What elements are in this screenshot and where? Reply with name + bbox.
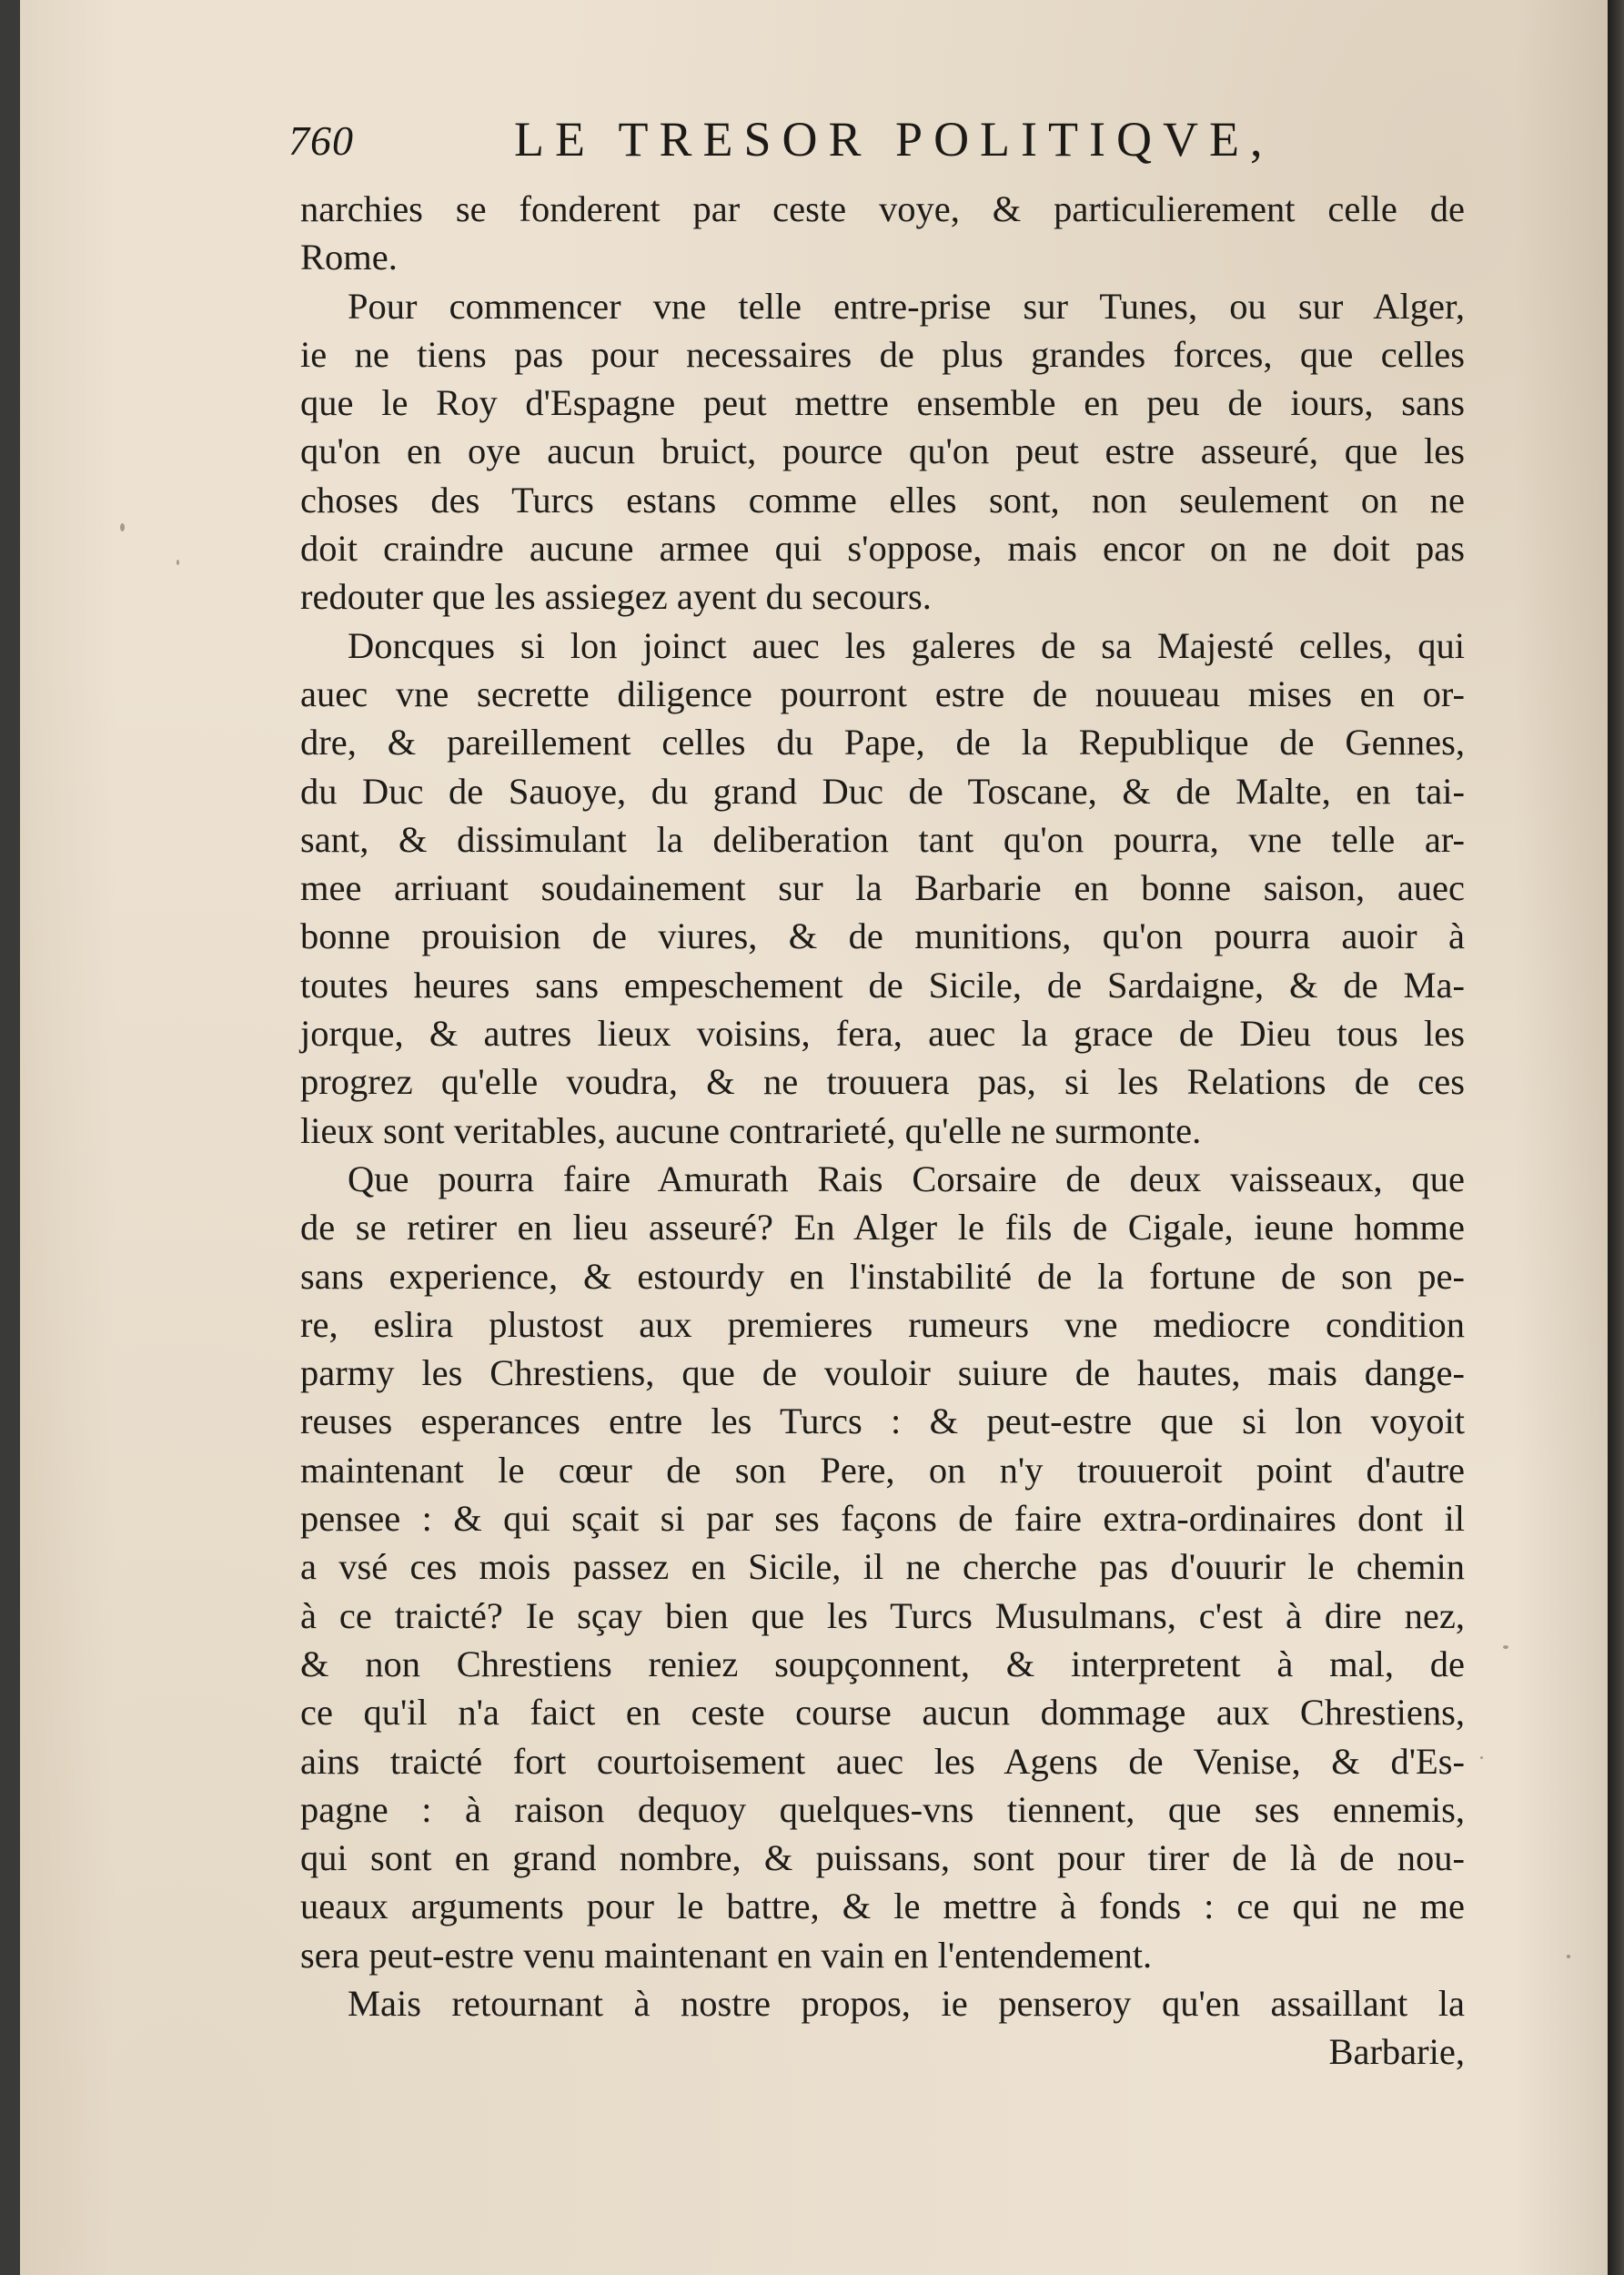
text-line: sera peut-estre venu maintenant en vain en l'entendement.	[300, 1934, 1153, 1976]
text-line: auec vne secrette diligence pourront estre de nouueau mises en or-	[300, 672, 1465, 714]
text-line: Doncques si lon joinct auec les galeres de sa Majesté celles, qui	[348, 624, 1465, 666]
text-line: dre, & pareillement celles du Pape, de la Republique de Gennes,	[300, 722, 1465, 763]
text-line: ueaux arguments pour le battre, & le mettre à fonds : ce qui ne me	[300, 1886, 1465, 1927]
text-line: qui sont en grand nombre, & puissans, sont pour tirer de là de nou-	[300, 1837, 1465, 1879]
text-line: Mais retournant à nostre propos, ie penseroy qu'en assaillant la	[348, 1982, 1465, 2024]
text-line: lieux sont veritables, aucune contrarieté, qu'elle ne surmonte.	[300, 1109, 1202, 1151]
paper-speck	[1503, 1645, 1508, 1649]
text-line: choses des Turcs estans comme elles sont, non seulement on ne	[300, 479, 1465, 521]
text-line: pagne : à raison dequoy quelques-vns tiennent, que ses ennemis,	[300, 1788, 1465, 1830]
text-line: qu'on en oye aucun bruict, pource qu'on peut estre asseuré, que les	[300, 430, 1465, 472]
paper-speck	[120, 523, 125, 531]
text-line: ains traicté fort courtoisement auec les Agens de Venise, & d'Es-	[300, 1740, 1465, 1782]
text-line: que le Roy d'Espagne peut mettre ensemble en peu de iours, sans	[300, 382, 1465, 424]
paper-speck	[1480, 1756, 1483, 1759]
text-line: narchies se fonderent par ceste voye, & particulierement celle de	[300, 188, 1465, 229]
text-line: ie ne tiens pas pour necessaires de plus grandes forces, que celles	[300, 333, 1465, 375]
text-line: maintenant le cœur de son Pere, on n'y trouueroit point d'autre	[300, 1449, 1465, 1491]
text-line: progrez qu'elle voudra, & ne trouuera pas, si les Relations de ces	[300, 1061, 1465, 1103]
body-text	[300, 185, 1465, 2077]
text-line: reuses esperances entre les Turcs : & peut-estre que si lon voyoit	[300, 1400, 1465, 1442]
text-line: doit craindre aucune armee qui s'oppose, mais encor on ne doit pas	[300, 528, 1465, 570]
text-line: Pour commencer vne telle entre-prise sur Tunes, ou sur Alger,	[348, 285, 1465, 327]
text-line: bonne prouision de viures, & de munitions, qu'on pourra auoir à	[300, 915, 1465, 957]
page-number: 760	[288, 117, 354, 164]
text-line: Rome.	[300, 237, 398, 278]
text-line: pensee : & qui sçait si par ses façons de faire extra-ordinaires dont il	[300, 1498, 1465, 1540]
text-line: de se retirer en lieu asseuré? En Alger le fils de Cigale, ieune homme	[300, 1207, 1465, 1249]
catchword: Barbarie,	[1328, 2031, 1465, 2073]
paper-speck	[1567, 1955, 1570, 1958]
book-page	[20, 0, 1610, 2275]
text-line: Que pourra faire Amurath Rais Corsaire de deux vaisseaux, que	[348, 1158, 1465, 1199]
text-line: sans experience, & estourdy en l'instabilité de la fortune de son pe-	[300, 1255, 1465, 1297]
running-title: LE TRESOR POLITIQVE,	[514, 112, 1274, 167]
text-line: ce qu'il n'a faict en ceste course aucun dommage aux Chrestiens,	[300, 1692, 1465, 1734]
text-line: mee arriuant soudainement sur la Barbarie en bonne saison, auec	[300, 867, 1465, 909]
text-line: a vsé ces mois passez en Sicile, il ne cherche pas d'ouurir le chemin	[300, 1546, 1465, 1588]
text-line: toutes heures sans empeschement de Sicile, de Sardaigne, & de Ma-	[300, 964, 1465, 1006]
text-line: sant, & dissimulant la deliberation tant qu'on pourra, vne telle ar-	[300, 818, 1465, 860]
text-line: à ce traicté? Ie sçay bien que les Turcs Musulmans, c'est à dire nez,	[300, 1594, 1465, 1636]
paper-speck	[177, 560, 179, 565]
text-line: re, eslira plustost aux premieres rumeurs vne mediocre condition	[300, 1303, 1465, 1345]
page-edge-shadow	[1608, 0, 1624, 2275]
text-line: du Duc de Sauoye, du grand Duc de Toscane, & de Malte, en tai-	[300, 770, 1465, 812]
text-line: redouter que les assiegez ayent du secours.	[300, 576, 932, 618]
text-line: jorque, & autres lieux voisins, fera, auec la grace de Dieu tous les	[300, 1013, 1465, 1055]
text-line: parmy les Chrestiens, que de vouloir suiure de hautes, mais dange-	[300, 1352, 1465, 1394]
page-header	[279, 107, 1480, 171]
text-line: & non Chrestiens reniez soupçonnent, & interpretent à mal, de	[300, 1643, 1465, 1684]
